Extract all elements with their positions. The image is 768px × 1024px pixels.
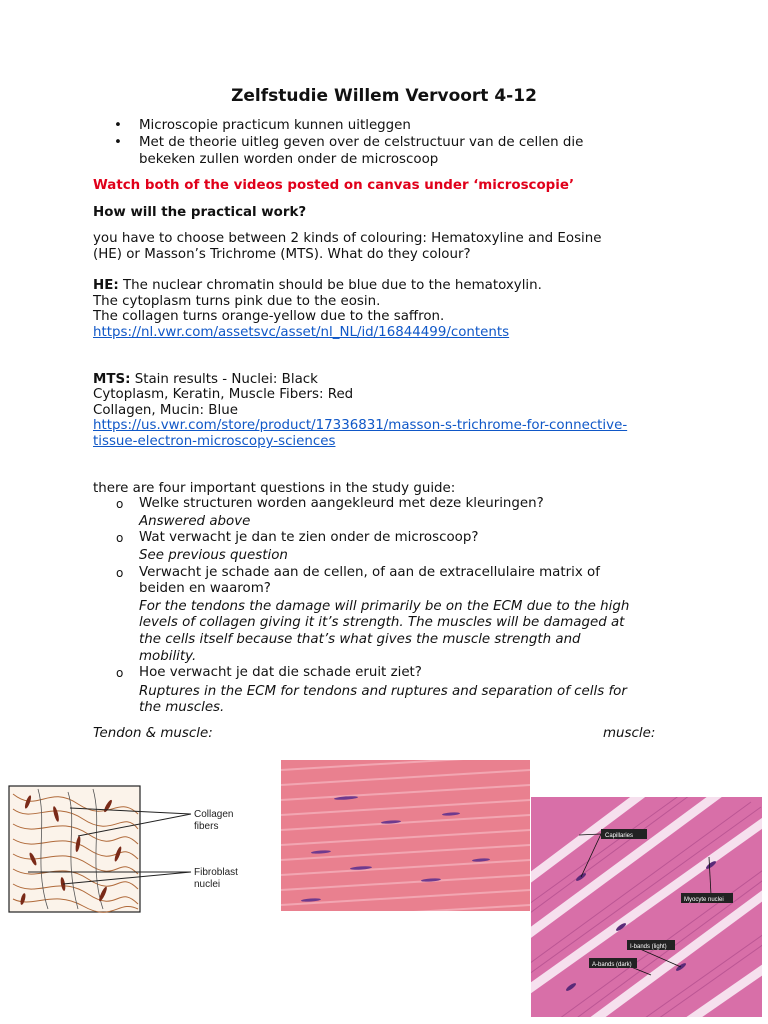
question-text: Verwacht je schade aan de cellen, of aan de extracellulaire matrix of — [139, 565, 600, 580]
choose-text: you have to choose between 2 kinds of colouring: Hematoxyline and Eosine — [93, 231, 602, 246]
he-link[interactable]: https://nl.vwr.com/assetsvc/asset/nl_NL/id/16844499/contents — [93, 325, 510, 340]
mts-text: Stain results - Nuclei: Black — [130, 372, 318, 387]
answer-text: Answered above — [139, 514, 251, 529]
question-text: Welke structuren worden aangekleurd met deze kleuringen? — [139, 496, 544, 511]
list-marker: o — [116, 531, 124, 545]
questions-intro: there are four important questions in the study guide: — [93, 481, 456, 496]
answer-text: levels of collagen giving it it’s strength. The muscles will be damaged at — [139, 615, 625, 630]
mts-link[interactable]: https://us.vwr.com/store/product/17336831/masson-s-trichrome-for-connective- — [93, 418, 628, 433]
tendon-diagram-figure — [8, 784, 280, 914]
he-line: The collagen turns orange-yellow due to the saffron. — [93, 309, 445, 324]
choose-text: (HE) or Masson’s Trichrome (MTS). What do they colour? — [93, 247, 471, 262]
he-text: The nuclear chromatin should be blue due to the hematoxylin. — [118, 278, 542, 293]
muscle-histology-image — [531, 797, 762, 1017]
label-collagen: Collagen — [194, 809, 234, 820]
he-label: HE: — [93, 278, 119, 293]
practical-heading: How will the practical work? — [93, 205, 307, 220]
tendon-histology-image — [281, 760, 530, 911]
label-capillaries: Capillaries — [605, 833, 634, 839]
question-text: Wat verwacht je dan te zien onder de microscoop? — [139, 530, 479, 545]
answer-text: the muscles. — [139, 700, 225, 715]
answer-text: the cells itself because that’s what gives the muscle strength and — [139, 632, 581, 647]
question-text-continued: beiden en waarom? — [139, 581, 271, 596]
he-line: The cytoplasm turns pink due to the eosin. — [93, 294, 381, 309]
list-marker: o — [116, 666, 124, 680]
label-collagen: fibers — [194, 821, 219, 832]
label-i-bands: I-bands (light) — [630, 944, 667, 950]
question-text: Hoe verwacht je dat die schade eruit ziet? — [139, 665, 422, 680]
mts-link-continued[interactable]: tissue-electron-microscopy-sciences — [93, 434, 336, 449]
label-a-bands: A-bands (dark) — [592, 962, 632, 968]
list-marker: o — [116, 497, 124, 511]
bullet-text: Met de theorie uitleg geven over de celstructuur van de cellen die — [139, 135, 584, 150]
bullet-symbol: • — [114, 118, 122, 133]
bullet-text: Microscopie practicum kunnen uitleggen — [139, 118, 411, 133]
page-title: Zelfstudie Willem Vervoort 4-12 — [231, 86, 537, 106]
list-marker: o — [116, 566, 124, 580]
he-line — [93, 278, 542, 294]
answer-text: mobility. — [139, 649, 197, 664]
label-fibroblast: nuclei — [194, 879, 221, 890]
caption-tendon-muscle: Tendon & muscle: — [93, 726, 213, 741]
watch-videos-note: Watch both of the videos posted on canvas under ‘microscopie’ — [93, 178, 575, 193]
caption-muscle: muscle: — [603, 726, 656, 741]
answer-text: See previous question — [139, 548, 288, 563]
mts-line: Collagen, Mucin: Blue — [93, 403, 238, 418]
label-myocyte-nuclei: Myocyte nuclei — [684, 897, 724, 903]
mts-line — [93, 372, 318, 388]
label-fibroblast: Fibroblast — [194, 867, 238, 878]
bullet-symbol: • — [114, 135, 122, 150]
bullet-text-continued: bekeken zullen worden onder de microscoop — [139, 152, 439, 167]
answer-text: Ruptures in the ECM for tendons and ruptures and separation of cells for — [139, 684, 627, 699]
mts-label: MTS: — [93, 372, 131, 387]
mts-line: Cytoplasm, Keratin, Muscle Fibers: Red — [93, 387, 354, 402]
answer-text: For the tendons the damage will primarily be on the ECM due to the high — [139, 599, 630, 614]
